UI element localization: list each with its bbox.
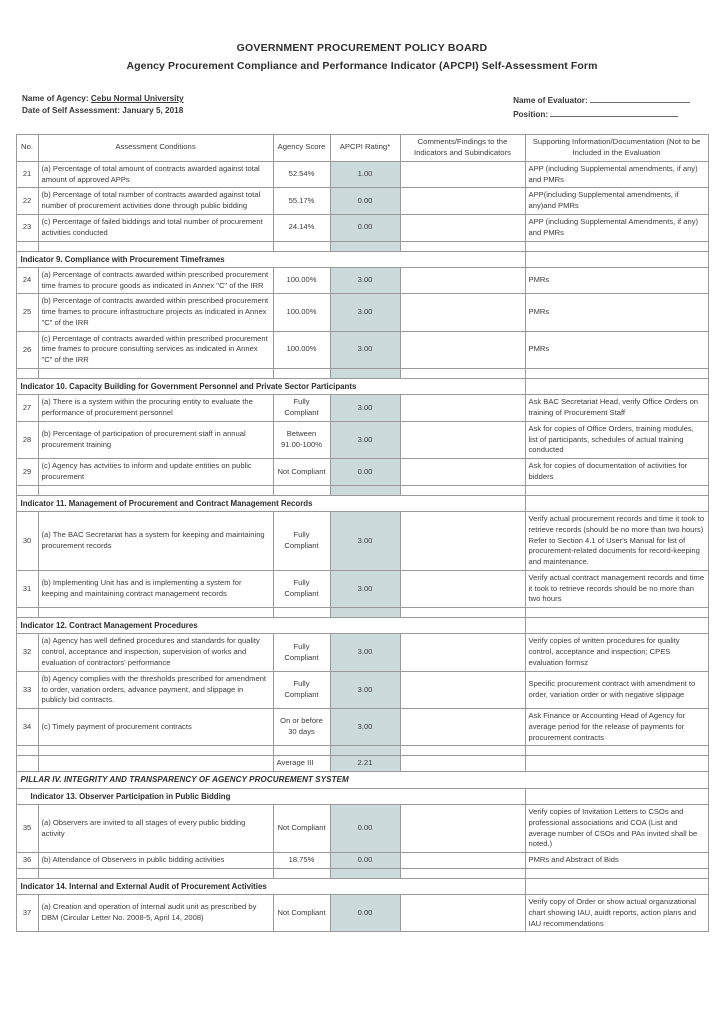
comments-cell[interactable] — [400, 215, 525, 242]
assessment-condition-cell: (c) Percentage of failed biddings and total number of procurement activities conducted — [38, 215, 273, 242]
page-subtitle: Agency Procurement Compliance and Performance Indicator (APCPI) Self-Assessment Form — [126, 60, 598, 72]
supporting-info-cell: Ask Finance or Accounting Head of Agency for average period for the release of payments for procurement contracts — [525, 709, 708, 746]
indicator-section-filler — [525, 251, 708, 267]
supporting-info-cell: PMRs and Abstract of Bids — [525, 853, 708, 869]
spacer-cell — [400, 746, 525, 756]
form-meta — [0, 94, 724, 122]
supporting-info-cell: Verify copies of written procedures for quality control, acceptance and inspection; CPES evaluation formsz — [525, 634, 708, 671]
assessment-condition-cell: (c) Timely payment of procurement contracts — [38, 709, 273, 746]
apcpi-rating-cell[interactable]: 0.00 — [330, 215, 400, 242]
spacer-cell — [16, 746, 38, 756]
comments-cell[interactable] — [400, 161, 525, 188]
agency-score-cell[interactable]: 100.00% — [273, 267, 330, 294]
indicator-section-title: Indicator 14. Internal and External Audit of Procurement Activities — [16, 878, 525, 894]
indicator-section-row — [16, 878, 708, 894]
spacer-cell — [330, 485, 400, 495]
apcpi-rating-cell[interactable]: 0.00 — [330, 895, 400, 932]
apcpi-rating-cell[interactable]: 3.00 — [330, 294, 400, 331]
row-number: 31 — [16, 570, 38, 607]
spacer-cell — [400, 369, 525, 379]
comments-cell[interactable] — [400, 671, 525, 708]
apcpi-rating-cell[interactable]: 0.00 — [330, 804, 400, 852]
comments-cell[interactable] — [400, 459, 525, 486]
agency-score-cell[interactable]: 52.54% — [273, 161, 330, 188]
spacer-cell — [38, 241, 273, 251]
table-row — [16, 895, 708, 932]
agency-score-cell[interactable]: Fully Compliant — [273, 395, 330, 422]
indicator-section-title: Indicator 11. Management of Procurement and Contract Management Records — [16, 495, 525, 511]
indicator-section-row — [16, 618, 708, 634]
assessment-condition-cell: (a) There is a system within the procuring entity to evaluate the performance of procurement personnel — [38, 395, 273, 422]
spacer-row — [16, 241, 708, 251]
indicator-section-filler — [525, 788, 708, 804]
pillar-section-row — [16, 772, 708, 788]
spacer-cell — [16, 369, 38, 379]
comments-cell[interactable] — [400, 570, 525, 607]
document-header — [0, 0, 724, 72]
assessment-date-label: Date of Self Assessment: — [22, 106, 120, 115]
apcpi-rating-cell[interactable]: 3.00 — [330, 267, 400, 294]
spacer-cell — [38, 369, 273, 379]
supporting-info-cell: APP (including Supplemental Amendments, if any) and PMRs — [525, 215, 708, 242]
assessment-condition-cell: (a) Percentage of contracts awarded within prescribed procurement time frames to procure goods as indicated in Annex "C" of the IRR — [38, 267, 273, 294]
spacer-cell — [330, 868, 400, 878]
table-row — [16, 267, 708, 294]
agency-score-cell[interactable]: Not Compliant — [273, 804, 330, 852]
spacer-row — [16, 369, 708, 379]
spacer-cell — [525, 369, 708, 379]
comments-cell[interactable] — [400, 294, 525, 331]
agency-score-cell[interactable]: Not Compliant — [273, 459, 330, 486]
apcpi-rating-cell[interactable]: 1.00 — [330, 161, 400, 188]
apcpi-rating-cell[interactable]: 3.00 — [330, 511, 400, 570]
spacer-cell — [38, 868, 273, 878]
row-number: 28 — [16, 421, 38, 458]
table-header — [16, 135, 708, 162]
table-row — [16, 188, 708, 215]
table-row — [16, 709, 708, 746]
agency-score-cell[interactable]: On or before 30 days — [273, 709, 330, 746]
table-row — [16, 634, 708, 671]
spacer-cell — [400, 608, 525, 618]
position-row — [513, 108, 690, 119]
spacer-row — [16, 608, 708, 618]
meta-right-block — [513, 94, 706, 122]
comments-cell[interactable] — [400, 895, 525, 932]
spacer-row — [16, 868, 708, 878]
spacer-cell — [400, 241, 525, 251]
assessment-condition-cell: (a) Creation and operation of internal audit unit as prescribed by DBM (Circular Letter No. 2008-5, April 14, 2008) — [38, 895, 273, 932]
spacer-cell — [273, 746, 330, 756]
supporting-info-cell: Verify copy of Order or show actual organizational chart showing IAU, auidt reports, action plans and IAU recommendations — [525, 895, 708, 932]
column-header-agency-score: Agency Score — [273, 135, 330, 162]
assessment-condition-cell: (c) Agency has actvities to inform and update entities on public procurement — [38, 459, 273, 486]
apcpi-rating-cell[interactable]: 3.00 — [330, 709, 400, 746]
row-number: 36 — [16, 853, 38, 869]
row-number: 34 — [16, 709, 38, 746]
pillar-title: PILLAR IV. INTEGRITY AND TRANSPARENCY OF AGENCY PROCUREMENT SYSTEM — [16, 772, 708, 788]
agency-score-cell[interactable]: 24.14% — [273, 215, 330, 242]
indicator-section-title: Indicator 10. Capacity Building for Government Personnel and Private Sector Participants — [16, 379, 525, 395]
supporting-info-cell: APP(including Supplemental amendments, if any)and PMRs — [525, 188, 708, 215]
spacer-cell — [273, 241, 330, 251]
indicator-section-row — [16, 251, 708, 267]
supporting-info-cell: Verify copies of Invitation Letters to CSOs and professional associations and COA (List and average number of CSOs and PAs invited shall be noted.) — [525, 804, 708, 852]
column-header-supporting: Supporting Information/Documentation (Not to be Included in the Evaluation — [525, 135, 708, 162]
spacer-cell — [38, 485, 273, 495]
supporting-info-cell: APP (including Supplemental amendments, if any) and PMRs — [525, 161, 708, 188]
row-number: 23 — [16, 215, 38, 242]
assessment-date-value[interactable]: January 5, 2018 — [122, 106, 184, 115]
apcpi-rating-cell[interactable]: 3.00 — [330, 395, 400, 422]
apcpi-rating-cell[interactable]: 0.00 — [330, 853, 400, 869]
spacer-cell — [16, 868, 38, 878]
supporting-info-cell: Ask for copies of documentation of activities for bidders — [525, 459, 708, 486]
row-number: 35 — [16, 804, 38, 852]
agency-score-cell[interactable]: Fully Compliant — [273, 570, 330, 607]
indicator-section-filler — [525, 379, 708, 395]
indicator-section-row — [16, 495, 708, 511]
comments-cell[interactable] — [400, 634, 525, 671]
comments-cell[interactable] — [400, 804, 525, 852]
supporting-info-cell: Ask BAC Secretariat Head, verify Office Orders on training of Procurement Staff — [525, 395, 708, 422]
apcpi-rating-cell[interactable]: 3.00 — [330, 570, 400, 607]
indicator-section-row — [16, 788, 708, 804]
indicator-section-row — [16, 379, 708, 395]
spacer-cell — [525, 746, 708, 756]
row-number: 22 — [16, 188, 38, 215]
agency-row — [22, 94, 184, 103]
position-field[interactable] — [550, 108, 678, 117]
comments-cell[interactable] — [400, 395, 525, 422]
spacer-cell — [330, 241, 400, 251]
spacer-cell — [16, 241, 38, 251]
assessment-condition-cell: (a) Observers are invited to all stages of every public bidding activity — [38, 804, 273, 852]
assessment-condition-cell: (a) Percentage of total amount of contracts awarded against total amount of approved APPs — [38, 161, 273, 188]
indicator-section-filler — [525, 618, 708, 634]
row-number: 30 — [16, 511, 38, 570]
assessment-condition-cell: (b) Attendance of Observers in public bidding activities — [38, 853, 273, 869]
average-blank-no — [16, 756, 38, 772]
spacer-cell — [273, 369, 330, 379]
header-row — [16, 135, 708, 162]
column-header-comments: Comments/Findings to the Indicators and Subindicators — [400, 135, 525, 162]
spacer-row — [16, 485, 708, 495]
comments-cell[interactable] — [400, 331, 525, 368]
average-value: 2.21 — [330, 756, 400, 772]
spacer-cell — [400, 485, 525, 495]
agency-value[interactable]: Cebu Normal University — [90, 94, 184, 103]
column-header-conditions: Assessment Conditions — [38, 135, 273, 162]
average-row — [16, 756, 708, 772]
table-row — [16, 671, 708, 708]
row-number: 27 — [16, 395, 38, 422]
table-row — [16, 215, 708, 242]
average-blank-supporting — [525, 756, 708, 772]
supporting-info-cell: Ask for copies of Office Orders, training modules, list of participants, schedules of actual training conducted — [525, 421, 708, 458]
assessment-condition-cell: (c) Percentage of contracts awarded within prescribed procurement time frames to procure consulting services as indicated in Annex "C" of the IRR — [38, 331, 273, 368]
average-label: Average III — [273, 756, 330, 772]
table-row — [16, 395, 708, 422]
table-row — [16, 294, 708, 331]
row-number: 26 — [16, 331, 38, 368]
assessment-condition-cell: (b) Percentage of total number of contracts awarded against total number of procurement activities done through public bidding — [38, 188, 273, 215]
table-row — [16, 161, 708, 188]
apcpi-rating-cell[interactable]: 0.00 — [330, 459, 400, 486]
evaluator-field[interactable] — [590, 94, 690, 103]
table-row — [16, 459, 708, 486]
supporting-info-cell: Specific procurement contract with amendment to order, variation order or with negative slippage — [525, 671, 708, 708]
assessment-condition-cell: (a) The BAC Secretariat has a system for keeping and maintaining procurement records — [38, 511, 273, 570]
comments-cell[interactable] — [400, 853, 525, 869]
supporting-info-cell: Verify actual contract management records and time it took to retrieve records should be no more than two hours — [525, 570, 708, 607]
comments-cell[interactable] — [400, 188, 525, 215]
agency-score-cell[interactable]: Fully Compliant — [273, 671, 330, 708]
spacer-cell — [330, 746, 400, 756]
spacer-cell — [525, 485, 708, 495]
apcpi-rating-cell[interactable]: 3.00 — [330, 421, 400, 458]
agency-score-cell[interactable]: Between 91.00-100% — [273, 421, 330, 458]
indicator-section-title: Indicator 12. Contract Management Procedures — [16, 618, 525, 634]
table-row — [16, 421, 708, 458]
spacer-row — [16, 746, 708, 756]
meta-left-block — [22, 94, 184, 122]
evaluator-label: Name of Evaluator: — [513, 96, 588, 105]
average-blank-condition — [38, 756, 273, 772]
spacer-cell — [525, 241, 708, 251]
column-header-no: No. — [16, 135, 38, 162]
apcpi-rating-cell[interactable]: 3.00 — [330, 671, 400, 708]
assessment-condition-cell: (b) Percentage of participation of procurement staff in annual procurement training — [38, 421, 273, 458]
indicator-section-title: Indicator 13. Observer Participation in Public Bidding — [16, 788, 525, 804]
spacer-cell — [525, 868, 708, 878]
supporting-info-cell: PMRs — [525, 267, 708, 294]
spacer-cell — [16, 485, 38, 495]
spacer-cell — [38, 608, 273, 618]
table-row — [16, 511, 708, 570]
supporting-info-cell: PMRs — [525, 331, 708, 368]
agency-label: Name of Agency: — [22, 94, 89, 103]
agency-score-cell[interactable]: 100.00% — [273, 331, 330, 368]
page-title: GOVERNMENT PROCUREMENT POLICY BOARD — [236, 42, 488, 54]
row-number: 25 — [16, 294, 38, 331]
row-number: 24 — [16, 267, 38, 294]
spacer-cell — [273, 868, 330, 878]
table-row — [16, 804, 708, 852]
spacer-cell — [525, 608, 708, 618]
assessment-condition-cell: (b) Implementing Unit has and is implementing a system for keeping and maintaining contract management records — [38, 570, 273, 607]
spacer-cell — [16, 608, 38, 618]
spacer-cell — [273, 485, 330, 495]
assessment-table — [16, 134, 709, 932]
agency-score-cell[interactable]: 18.75% — [273, 853, 330, 869]
row-number: 29 — [16, 459, 38, 486]
assessment-condition-cell: (b) Agency complies with the thresholds prescribed for amendment to order, variation orders, advance payment, and slippage in publicly bid contracts. — [38, 671, 273, 708]
table-row — [16, 570, 708, 607]
row-number: 37 — [16, 895, 38, 932]
assessment-condition-cell: (b) Percentage of contracts awarded within prescribed procurement time frames to procure infrastructure projects as indicated in Annex "C" of the IRR — [38, 294, 273, 331]
apcpi-rating-cell[interactable]: 3.00 — [330, 331, 400, 368]
agency-score-cell[interactable]: 100.00% — [273, 294, 330, 331]
average-blank-comments — [400, 756, 525, 772]
spacer-cell — [38, 746, 273, 756]
comments-cell[interactable] — [400, 267, 525, 294]
indicator-section-filler — [525, 878, 708, 894]
position-label: Position: — [513, 110, 549, 119]
supporting-info-cell: PMRs — [525, 294, 708, 331]
comments-cell[interactable] — [400, 511, 525, 570]
apcpi-rating-cell[interactable]: 0.00 — [330, 188, 400, 215]
table-row — [16, 853, 708, 869]
row-number: 33 — [16, 671, 38, 708]
column-header-apcpi-rating: APCPI Rating* — [330, 135, 400, 162]
assessment-condition-cell: (a) Agency has well defined procedures and standards for quality control, acceptance and inspection, supervision of works and evaluation of contractors' performance — [38, 634, 273, 671]
row-number: 32 — [16, 634, 38, 671]
comments-cell[interactable] — [400, 421, 525, 458]
agency-score-cell[interactable]: 55.17% — [273, 188, 330, 215]
table-body — [16, 161, 708, 932]
comments-cell[interactable] — [400, 709, 525, 746]
agency-score-cell[interactable]: Not Compliant — [273, 895, 330, 932]
spacer-cell — [400, 868, 525, 878]
row-number: 21 — [16, 161, 38, 188]
spacer-cell — [273, 608, 330, 618]
apcpi-rating-cell[interactable]: 3.00 — [330, 634, 400, 671]
table-row — [16, 331, 708, 368]
evaluator-row — [513, 94, 690, 105]
spacer-cell — [330, 608, 400, 618]
agency-score-cell[interactable]: Fully Compliant — [273, 634, 330, 671]
agency-score-cell[interactable]: Fully Compliant — [273, 511, 330, 570]
indicator-section-title: Indicator 9. Compliance with Procurement Timeframes — [16, 251, 525, 267]
spacer-cell — [330, 369, 400, 379]
supporting-info-cell: Verify actual procurement records and time it took to retrieve records (should be no more than two hours) Refer to Section 4.1 of User's Manual for list of procurement-related documents for record-keeping and maintenance. — [525, 511, 708, 570]
indicator-section-filler — [525, 495, 708, 511]
assessment-date-row — [22, 106, 184, 115]
